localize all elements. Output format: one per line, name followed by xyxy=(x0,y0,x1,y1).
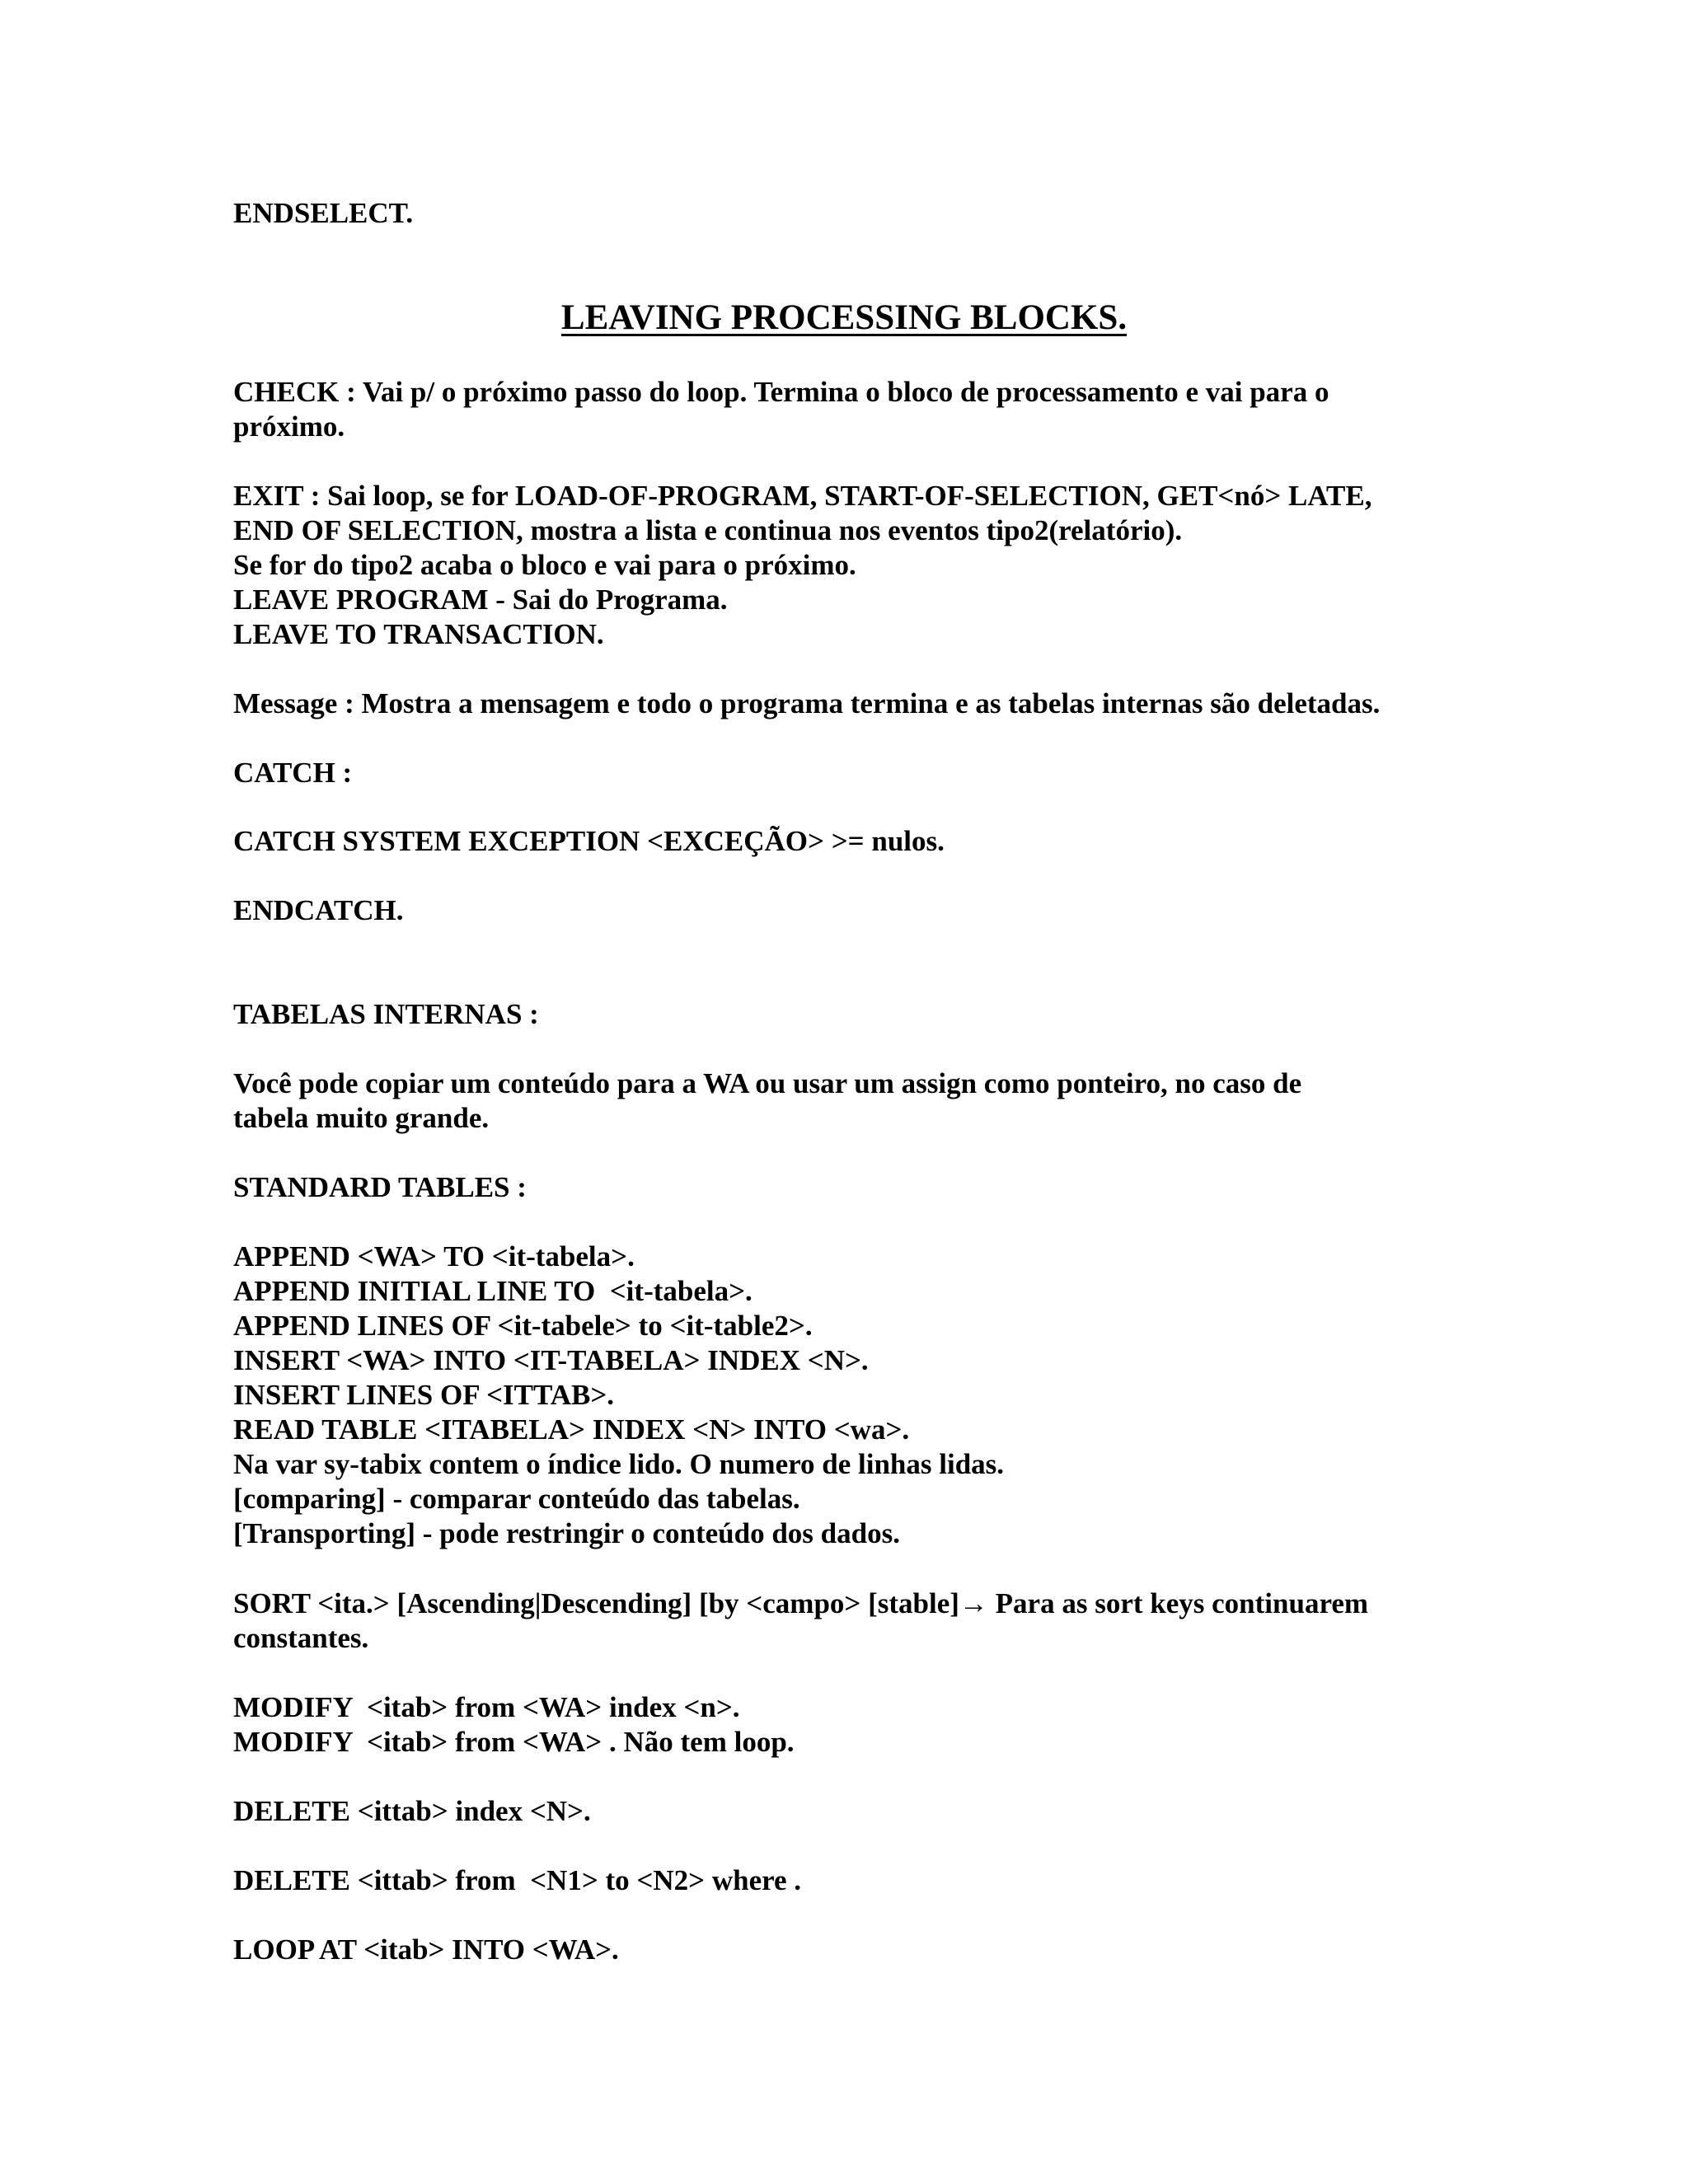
command-line: Na var sy-tabix contem o índice lido. O numero de linhas lidas. xyxy=(233,1448,1005,1480)
exit-line-3: Se for do tipo2 acaba o bloco e vai para o próximo. xyxy=(233,549,856,581)
loop-at-line: LOOP AT <itab> INTO <WA>. xyxy=(233,1933,619,1966)
endselect-line: ENDSELECT. xyxy=(233,197,414,229)
check-line-1: CHECK : Vai p/ o próximo passo do loop. Termina o bloco de processamento e vai para o xyxy=(233,376,1329,408)
command-line: APPEND INITIAL LINE TO <it-tabela>. xyxy=(233,1275,753,1307)
command-line: [comparing] - comparar conteúdo das tabelas. xyxy=(233,1483,800,1515)
check-line-2: próximo. xyxy=(233,410,345,443)
modify-line-1: MODIFY <itab> from <WA> index <n>. xyxy=(233,1691,740,1723)
command-line: APPEND <WA> TO <it-tabela>. xyxy=(233,1240,635,1272)
sort-line-1: SORT <ita.> [Ascending|Descending] [by <campo> [stable]→ Para as sort keys continuarem xyxy=(233,1587,1369,1619)
tabelas-internas-heading: TABELAS INTERNAS : xyxy=(233,998,539,1030)
catch-line: CATCH : xyxy=(233,757,353,789)
command-line: INSERT LINES OF <ITTAB>. xyxy=(233,1379,615,1411)
voce-pode-line-1: Você pode copiar um conteúdo para a WA ou usar um assign como ponteiro, no caso de xyxy=(233,1067,1302,1099)
delete-from-line: DELETE <ittab> from <N1> to <N2> where . xyxy=(233,1864,802,1896)
endcatch-line: ENDCATCH. xyxy=(233,894,404,926)
command-line: [Transporting] - pode restringir o conteúdo dos dados. xyxy=(233,1517,900,1549)
sort-line-2: constantes. xyxy=(233,1622,369,1654)
exit-line-4: LEAVE PROGRAM - Sai do Programa. xyxy=(233,583,728,616)
voce-pode-line-2: tabela muito grande. xyxy=(233,1102,490,1134)
exit-line-2: END OF SELECTION, mostra a lista e continua nos eventos tipo2(relatório). xyxy=(233,514,1183,546)
command-line: APPEND LINES OF <it-tabele> to <it-table2>. xyxy=(233,1310,813,1342)
standard-tables-heading: STANDARD TABLES : xyxy=(233,1171,527,1203)
catch-system-line: CATCH SYSTEM EXCEPTION <EXCEÇÃO> >= nulos. xyxy=(233,825,945,857)
section-heading: LEAVING PROCESSING BLOCKS. xyxy=(560,298,1128,337)
exit-line-1: EXIT : Sai loop, se for LOAD-OF-PROGRAM, START-OF-SELECTION, GET<nó> LATE, xyxy=(233,480,1372,512)
delete-index-line: DELETE <ittab> index <N>. xyxy=(233,1795,591,1827)
command-line: READ TABLE <ITABELA> INDEX <N> INTO <wa>. xyxy=(233,1413,910,1446)
modify-line-2: MODIFY <itab> from <WA> . Não tem loop. xyxy=(233,1726,795,1758)
command-line: INSERT <WA> INTO <IT-TABELA> INDEX <N>. xyxy=(233,1344,869,1376)
message-line: Message : Mostra a mensagem e todo o programa termina e as tabelas internas são deletadas. xyxy=(233,687,1381,719)
exit-line-5: LEAVE TO TRANSACTION. xyxy=(233,618,604,650)
